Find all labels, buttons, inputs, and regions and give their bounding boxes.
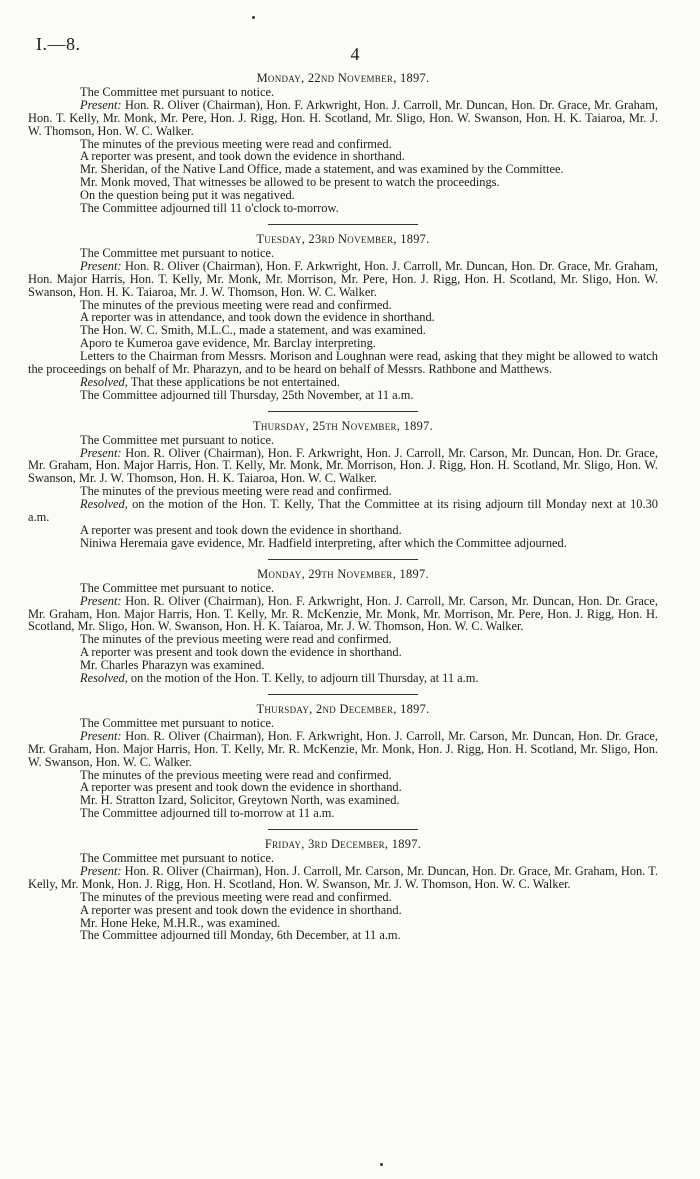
paragraph-text: The Committee adjourned till 11 o'clock to-morrow. <box>80 201 339 216</box>
meeting-section <box>28 420 658 550</box>
minute-paragraph <box>28 350 658 376</box>
minute-paragraph <box>28 447 658 486</box>
paragraph-text: Hon. R. Oliver (Chairman), Hon. F. Arkwright, Hon. J. Carroll, Mr. Carson, Mr. Duncan, Hon. Dr. Grace, Mr. Graham, Hon. Major Harris, Hon. T. Kelly, Mr. R. McKenzie, Mr. Monk, Mr. Morrison, Mr. Pere, Hon. J. Rigg, Hon. H. Scotland, Mr. Sligo, Hon. W. Swanson, Hon. H. K. Taiaroa, Mr. J. W. Thomson, Hon. W. C. Walker. <box>28 593 658 634</box>
paragraph-text: Mr. Monk moved, That witnesses be allowed to be present to watch the proceedings. <box>80 175 500 190</box>
minute-paragraph <box>28 672 658 685</box>
minute-paragraph <box>28 99 658 138</box>
section-divider <box>268 224 418 225</box>
paragraph-text: The Committee met pursuant to notice. <box>80 715 275 730</box>
minute-paragraph <box>28 537 658 550</box>
minutes-body <box>28 72 658 942</box>
paragraph-text: Letters to the Chairman from Messrs. Morison and Loughnan were read, asking that they might be allowed to watch the proceedings on behalf of Mr. Pharazyn, and to be heard on behalf of Messrs. Rathbone and Matthews. <box>28 349 658 377</box>
paper-reference: I.—8. <box>36 34 81 54</box>
meeting-section <box>28 568 658 685</box>
section-divider <box>268 694 418 695</box>
paragraph-text: The minutes of the previous meeting were read and confirmed. <box>80 484 392 499</box>
paragraph-text: Mr. Charles Pharazyn was examined. <box>80 658 265 673</box>
paragraph-text: The Committee adjourned till Thursday, 25th November, at 11 a.m. <box>80 387 414 402</box>
paragraph-text: The Committee adjourned till Monday, 6th December, at 11 a.m. <box>80 928 401 943</box>
meeting-date: Monday, 22nd November, 1897. <box>256 71 430 85</box>
meeting-section <box>28 838 658 942</box>
paragraph-text: The minutes of the previous meeting were read and confirmed. <box>80 136 392 151</box>
section-divider <box>268 411 418 412</box>
paragraph-lead: Resolved, <box>80 671 128 686</box>
paragraph-text: Mr. Hone Heke, M.H.R., was examined. <box>80 915 281 930</box>
paragraph-text: Hon. R. Oliver (Chairman), Hon. F. Arkwright, Hon. J. Carroll, Mr. Carson, Mr. Duncan, Hon. Dr. Grace, Mr. Graham, Hon. Major Harris, Hon. T. Kelly, Mr. Monk, Mr. Morrison, Hon. J. Rigg, Hon. H. Scotland, Mr. Sligo, Hon. W. Swanson, Mr. J. W. Thomson, Hon. H. K. Taiaroa, Hon. W. C. Walker. <box>28 445 658 486</box>
section-divider <box>268 559 418 560</box>
paragraph-text: Mr. Sheridan, of the Native Land Office, made a statement, and was examined by the Committee. <box>80 162 564 177</box>
meeting-date: Monday, 29th November, 1897. <box>257 566 429 581</box>
paragraph-text: A reporter was present and took down the evidence in shorthand. <box>80 645 402 660</box>
paragraph-lead: Present: <box>80 258 122 273</box>
paragraph-text: Mr. H. Stratton Izard, Solicitor, Greytown North, was examined. <box>80 793 400 808</box>
meeting-date: Tuesday, 23rd November, 1897. <box>256 231 430 246</box>
paragraph-lead: Present: <box>80 445 122 460</box>
paragraph-text: A reporter was present, and took down the evidence in shorthand. <box>80 149 405 164</box>
paragraph-text: The Committee met pursuant to notice. <box>80 84 275 99</box>
meeting-date: Friday, 3rd December, 1897. <box>264 837 422 852</box>
minute-paragraph <box>28 865 658 891</box>
paragraph-lead: Present: <box>80 593 122 608</box>
meeting-date: Thursday, 2nd December, 1897. <box>256 701 430 716</box>
meeting-date: Thursday, 25th November, 1897. <box>253 418 433 433</box>
paragraph-text: Aporo te Kumeroa gave evidence, Mr. Barclay interpreting. <box>80 336 376 351</box>
paragraph-text: The minutes of the previous meeting were read and confirmed. <box>80 297 392 312</box>
paragraph-text: The minutes of the previous meeting were read and confirmed. <box>80 889 392 904</box>
speck-bottom <box>380 1163 383 1166</box>
minute-paragraph <box>28 595 658 634</box>
paragraph-text: on the motion of the Hon. T. Kelly, to adjourn till Thursday, at 11 a.m. <box>127 671 479 686</box>
paragraph-text: Niniwa Heremaia gave evidence, Mr. Hadfield interpreting, after which the Committee adjourned. <box>80 535 567 550</box>
paragraph-text: A reporter was present and took down the evidence in shorthand. <box>80 902 402 917</box>
paragraph-text: Hon. R. Oliver (Chairman), Hon. J. Carroll, Mr. Carson, Mr. Duncan, Hon. Dr. Grace, Mr. Graham, Hon. T. Kelly, Mr. Monk, Hon. J. Rigg, Hon. H. Scotland, Hon. W. Swanson, Mr. J. W. Thomson, Hon. W. C. Walker. <box>28 863 658 891</box>
minute-paragraph <box>28 260 658 299</box>
paragraph-text: On the question being put it was negatived. <box>80 188 295 203</box>
paragraph-text: The Committee met pursuant to notice. <box>80 432 275 447</box>
speck-top <box>252 16 255 19</box>
paragraph-lead: Present: <box>80 728 122 743</box>
paragraph-text: The Hon. W. C. Smith, M.L.C., made a statement, and was examined. <box>80 323 426 338</box>
paragraph-text: The minutes of the previous meeting were read and confirmed. <box>80 632 392 647</box>
page-number: 4 <box>350 44 360 64</box>
meeting-section <box>28 233 658 402</box>
paragraph-text: on the motion of the Hon. T. Kelly, That the Committee at its rising adjourn till Monday next at 10.30 a.m. <box>28 497 658 525</box>
meeting-section <box>28 72 658 215</box>
paragraph-lead: Resolved, <box>80 497 128 512</box>
paragraph-lead: Present: <box>80 97 122 112</box>
paragraph-text: Hon. R. Oliver (Chairman), Hon. F. Arkwright, Hon. J. Carroll, Mr. Duncan, Hon. Dr. Grace, Mr. Graham, Hon. Major Harris, Hon. T. Kelly, Mr. Monk, Mr. Morrison, Mr. Pere, Hon. J. Rigg, Hon. H. Scotland, Mr. Sligo, Hon. W. Swanson, Hon. H. K. Taiaroa, Mr. J. W. Thomson, Hon. W. C. Walker. <box>28 258 658 299</box>
paragraph-lead: Resolved, <box>80 374 128 389</box>
paragraph-text: The Committee met pursuant to notice. <box>80 851 275 866</box>
paragraph-text: The Committee adjourned till to-morrow at 11 a.m. <box>80 806 335 821</box>
paragraph-text: A reporter was present and took down the evidence in shorthand. <box>80 780 402 795</box>
section-divider <box>268 829 418 830</box>
minute-paragraph <box>28 730 658 769</box>
minute-paragraph <box>28 498 658 524</box>
minute-paragraph <box>28 929 658 942</box>
minute-paragraph <box>28 807 658 820</box>
meeting-section <box>28 703 658 820</box>
paragraph-text: A reporter was in attendance, and took down the evidence in shorthand. <box>80 310 435 325</box>
paragraph-text: Hon. R. Oliver (Chairman), Hon. F. Arkwright, Hon. J. Carroll, Mr. Duncan, Hon. Dr. Grace, Mr. Graham, Hon. T. Kelly, Mr. Monk, Mr. Pere, Hon. J. Rigg, Hon. H. Scotland, Mr. Sligo, Hon. W. Swanson, Hon. H. K. Taiaroa, Mr. J. W. Thomson, Hon. W. C. Walker. <box>28 97 658 138</box>
minute-paragraph <box>28 202 658 215</box>
paragraph-text: That these applications be not entertained. <box>127 374 340 389</box>
paragraph-text: A reporter was present and took down the evidence in shorthand. <box>80 523 402 537</box>
paragraph-text: Hon. R. Oliver (Chairman), Hon. F. Arkwright, Hon. J. Carroll, Mr. Carson, Mr. Duncan, Hon. Dr. Grace, Mr. Graham, Hon. Major Harris, Hon. T. Kelly, Mr. R. McKenzie, Mr. Monk, Hon. J. Rigg, Hon. H. Scotland, Mr. Sligo, Hon. W. Swanson, Hon. W. C. Walker. <box>28 728 658 769</box>
paragraph-text: The Committee met pursuant to notice. <box>80 245 275 260</box>
paragraph-text: The minutes of the previous meeting were read and confirmed. <box>80 767 392 782</box>
paragraph-text: The Committee met pursuant to notice. <box>80 580 275 595</box>
minute-paragraph <box>28 389 658 402</box>
paragraph-lead: Present: <box>80 863 122 878</box>
